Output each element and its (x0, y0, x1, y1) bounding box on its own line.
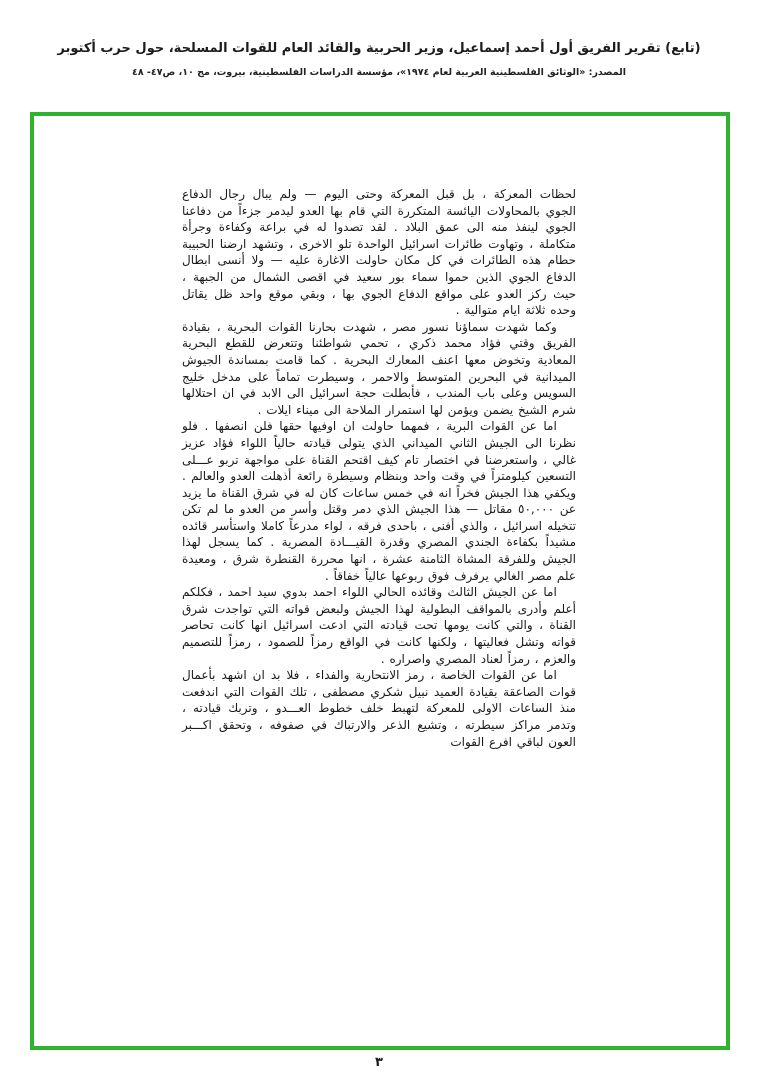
paragraph: لحظات المعركة ، بل قبل المعركة وحتى اليوم — ولم يبال رجال الدفاع الجوي بالمحاولات اليائسة المتكررة التي قام بها العدو ليدمر جزءاً من دفاعنا الجوي لينفذ منه الى عمق البلاد . لقد تصدوا له في براعة وكفاءة وجرأة متكاملة ، وتهاوت طائرات اسرائيل الواحدة تلو الاخرى ، وتشهد ارضنا الحبيبة حطام هذه الطائرات في كل مكان حاولت الاغارة عليه — ولا أنسى ابطال الدفاع الجوي الذين حموا سماء بور سعيد في اقصى الشمال من الجبهة ، حيث ركز العدو على مواقع الدفاع الجوي بها ، وبقي موقع واحد ظل يقاتل وحده ثلاثة ايام متوالية . (182, 187, 576, 318)
source-citation: المصدر: «الوثائق الفلسطينية العربية لعام ١٩٧٤»، مؤسسة الدراسات الفلسطينية، بيروت، مج ١٠، ص٤٧- ٤٨ (132, 67, 626, 79)
paragraph: اما عن الجيش الثالث وقائده الحالي اللواء احمد بدوي سيد احمد ، فكلكم أعلم وأدرى بالمواقف البطولية لهذا الجيش ولبعض قواته التي تواجدت شرق القناة ، والتي كانت يومها تحت قيادته التي ادعت اسرائيل انها كانت تحاصر قواته وتشل فعاليتها ، ولكنها كانت في الواقع رمزاً للصمود ، رمزاً للتصميم والعزم ، رمزاً لعناد المصري واصراره . (182, 585, 576, 666)
body-text (182, 186, 576, 750)
paragraph: اما عن القوات البرية ، فمهما حاولت ان اوفيها حقها فلن انصفها . فلو نظرنا الى الجيش الثاني الميداني الذي يتولى قيادته حالياً اللواء فؤاد عزيز غالي ، واستعرضنا في اختصار تام كيف اقتحم القناة على مواجهة تربو عـــلى التسعين كيلومتراً في وقت واحد وبنظام وسيطرة رائعة أذهلت العدو والعالم . ويكفي هذا الجيش فخراً انه في خمس ساعات كان له في شرق القناة ما يزيد عن ٥٠,٠٠٠ مقاتل — هذا الجيش الذي دمر وقتل وأسر من العدو ما لم تكن تتخيله اسرائيل ، والذي أفنى ، باحدى فرقه ، لواء مدرعاً كاملا واستأسر قائده مشيداً بكفاءة الجندي المصري وقدرة القيـــادة المصرية . كما يسجل لهذا الجيش وللفرقة المشاة الثامنة عشرة ، انها محررة القنطرة شرق ، ومعيدة علم مصر الغالي يرفرف فوق ربوعها عالياً خفاقاً . (182, 419, 577, 583)
page-header (0, 40, 758, 78)
paragraph: اما عن القوات الخاصة ، رمز الانتحارية والفداء ، فلا بد ان اشهد بأعمال قوات الصاعقة بقيادة العميد نبيل شكري مصطفى ، تلك القوات التي اندفعت منذ الساعات الاولى للمعركة لتهبط خلف خطوط العـــدو ، وتربك قيادته ، وتدمر مراكز سيطرته ، وتشيع الذعر والارتباك في صفوفه ، وتحقق اكـــبر العون لباقي افرع القوات (182, 668, 576, 749)
page-border-frame (30, 112, 730, 1050)
paragraph: وكما شهدت سماؤنا نسور مصر ، شهدت بحارنا القوات البحرية ، بقيادة الفريق وقتي فؤاد محمد ذكري ، تحمي شواطئنا وتتعرض للقطع البحرية المعادية وتخوض معها اعنف المعارك البحرية . كما قامت بمساندة الجيوش الميدانية في البحرين المتوسط والاحمر ، وسيطرت تماماً على مدخل خليج السويس وعلى باب المندب ، فأبطلت حجة اسرائيل الى الابد في ان احتلالها شرم الشيخ يضمن ويؤمن لها استمرار الملاحة الى ميناء ايلات . (182, 319, 576, 417)
document-title: (تابع) تقرير الفريق أول أحمد إسماعيل، وزير الحربية والقائد العام للقوات المسلحة، حول حرب أكتوبر (57, 41, 701, 56)
page-number: ٣ (375, 1055, 383, 1070)
